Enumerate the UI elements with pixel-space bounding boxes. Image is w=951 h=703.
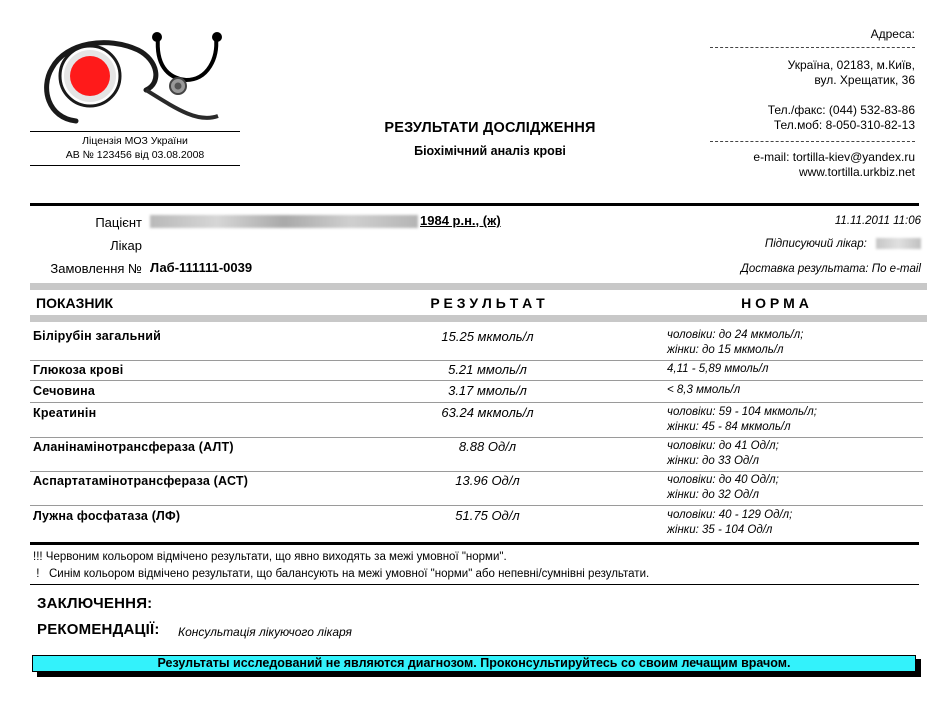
table-row-result: 15.25 мкмоль/л xyxy=(441,329,534,344)
patient-label: Пацієнт xyxy=(95,215,142,230)
report-datetime: 11.11.2011 11:06 xyxy=(834,215,921,227)
table-header-band-bottom xyxy=(30,315,927,322)
address-divider-1 xyxy=(710,47,915,48)
table-row-norm-1: 4,11 - 5,89 ммоль/л xyxy=(667,363,769,375)
signing-doctor-label: Підписуючий лікар: xyxy=(764,238,867,250)
table-row-name: Аспартатамінотрансфераза (АСТ) xyxy=(33,474,249,488)
table-row-result: 63.24 мкмоль/л xyxy=(441,405,534,420)
row-separator xyxy=(30,505,923,506)
row-separator xyxy=(30,380,923,381)
recommendations-label: РЕКОМЕНДАЦІЇ: xyxy=(37,621,160,638)
table-row-name: Глюкоза крові xyxy=(33,363,124,377)
table-row-norm-2: жінки: до 15 мкмоль/л xyxy=(667,344,784,356)
note-red-results: !!! Червоним кольором відмічено результати, що явно виходять за межі умовної "норми". xyxy=(33,551,507,563)
table-row-norm-2: жінки: 35 - 104 Од/л xyxy=(667,524,773,536)
section-rule-bottom xyxy=(30,542,919,545)
table-row-norm-2: жінки: до 33 Од/л xyxy=(667,455,759,467)
table-row-norm-1: чоловіки: 59 - 104 мкмоль/л; xyxy=(667,406,817,418)
patient-name-redacted xyxy=(150,215,418,228)
patient-value xyxy=(150,213,501,228)
table-row-name: Аланінамінотрансфераза (АЛТ) xyxy=(33,440,234,454)
table-row-result: 13.96 Од/л xyxy=(455,473,520,488)
license-line-1: Ліцензія МОЗ України xyxy=(82,135,188,147)
phone-fax: Тел./факс: (044) 532-83-86 xyxy=(767,103,915,117)
column-header-result: Р Е З У Л Ь Т А Т xyxy=(430,295,545,311)
address-divider-2 xyxy=(710,141,915,142)
column-header-norm: Н О Р М А xyxy=(741,295,809,311)
signing-doctor-redacted xyxy=(876,238,921,249)
table-row-norm-1: чоловіки: до 24 мкмоль/л; xyxy=(667,329,804,341)
column-header-indicator: ПОКАЗНИК xyxy=(36,295,114,311)
recommendations-value: Консультація лікуючого лікаря xyxy=(178,625,352,639)
row-separator xyxy=(30,402,923,403)
table-row-result: 5.21 ммоль/л xyxy=(448,362,527,377)
license-line-2: АВ № 123456 від 03.08.2008 xyxy=(65,149,205,161)
table-row-norm-1: чоловіки: до 41 Од/л; xyxy=(667,440,779,452)
delivery-method: Доставка результата: По e-mail xyxy=(740,263,921,275)
conclusion-label: ЗАКЛЮЧЕННЯ: xyxy=(37,595,153,612)
table-row-name: Білірубін загальний xyxy=(33,329,162,343)
disclaimer-banner: Результаты исследований не являются диагнозом. Проконсультируйтесь со своим лечащим врачом. xyxy=(32,655,916,672)
address-line-1: Україна, 02183, м.Київ, xyxy=(787,58,915,72)
table-row-norm-1: чоловіки: 40 - 129 Од/л; xyxy=(667,509,793,521)
report-subtitle: Біохімічний аналіз крові xyxy=(414,144,566,158)
row-separator xyxy=(30,471,923,472)
table-row-norm-2: жінки: до 32 Од/л xyxy=(667,489,759,501)
table-row-name: Лужна фосфатаза (ЛФ) xyxy=(33,509,181,523)
row-separator xyxy=(30,360,923,361)
table-row-norm-1: < 8,3 ммоль/л xyxy=(667,384,741,396)
report-title: РЕЗУЛЬТАТИ ДОСЛІДЖЕННЯ xyxy=(384,120,596,136)
phone-mobile: Тел.моб: 8-050-310-82-13 xyxy=(773,118,915,132)
row-separator xyxy=(30,437,923,438)
table-row-name: Креатинін xyxy=(33,406,97,420)
clinic-logo-icon xyxy=(38,28,238,128)
table-header-band-top xyxy=(30,283,927,290)
table-row-result: 3.17 ммоль/л xyxy=(448,383,527,398)
license-top-rule xyxy=(30,131,240,132)
address-label: Адреса: xyxy=(870,27,915,41)
patient-birth-gender: 1984 р.н., (ж) xyxy=(420,213,501,228)
address-line-2: вул. Хрещатик, 36 xyxy=(814,73,915,87)
note-blue-results: ! Синім кольором відмічено результати, що балансують на межі умовної "норми" або непевні/сумнівні результати. xyxy=(33,568,650,580)
doctor-label: Лікар xyxy=(110,238,142,253)
table-row-result: 51.75 Од/л xyxy=(455,508,520,523)
table-row-result: 8.88 Од/л xyxy=(458,439,517,454)
email-link[interactable]: e-mail: tortilla-kiev@yandex.ru xyxy=(753,150,915,164)
signing-doctor xyxy=(765,238,921,250)
website-link[interactable]: www.tortilla.urkbiz.net xyxy=(798,165,915,179)
table-row-name: Сечовина xyxy=(33,384,96,398)
table-row-norm-1: чоловіки: до 40 Од/л; xyxy=(667,474,779,486)
table-row-norm-2: жінки: 45 - 84 мкмоль/л xyxy=(667,421,791,433)
notes-rule xyxy=(30,584,919,585)
order-number: Лаб-111111-0039 xyxy=(150,260,253,275)
license-bottom-rule xyxy=(30,165,240,166)
order-label: Замовлення № xyxy=(50,261,142,276)
section-rule-top xyxy=(30,203,919,206)
